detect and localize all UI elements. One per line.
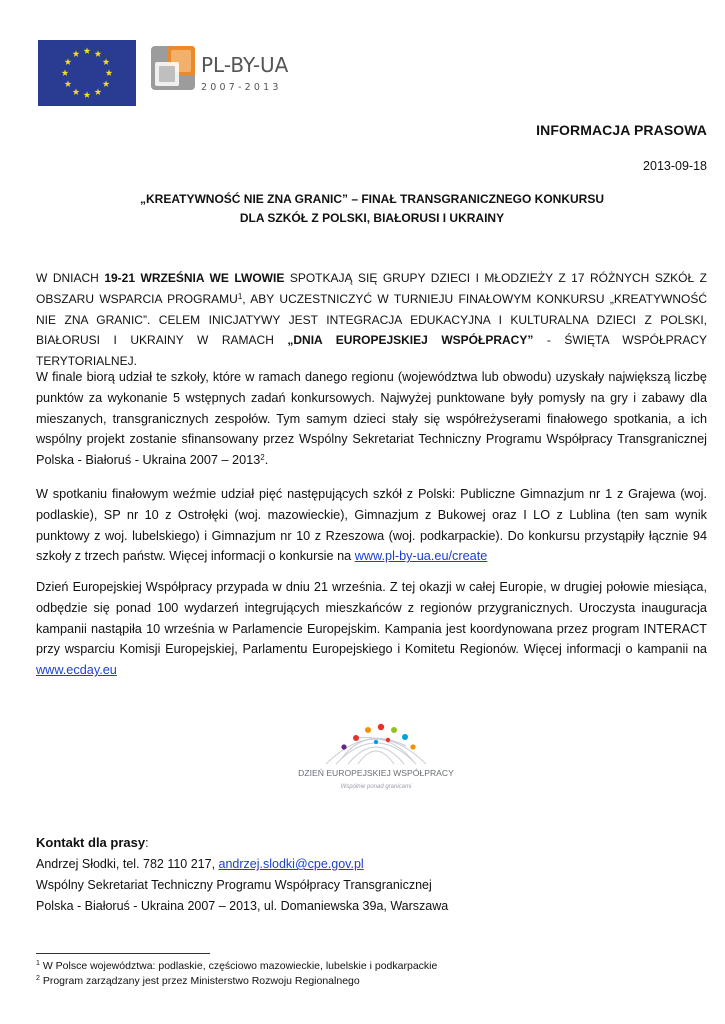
p1-text-d: , ABY UCZESTNICZYĆ W TURNIEJU FINAŁOWYM KONKURSU „KREATYWNOŚĆ NIE ZNA GRANIC”. CELEM INICJATYWY JEST INTEGRACJA EDUKACYJNA I KULTURALNA DZIECI Z POLSKI, BIAŁORUSI I UKRAINY W RAMACH [36, 291, 707, 348]
contact-organization: Wspólny Sekretariat Techniczny Programu Współpracy Transgranicznej [36, 878, 432, 892]
paragraph-intro [36, 268, 707, 372]
paragraph-schools [36, 484, 707, 567]
contact-address: Polska - Białoruś - Ukraina 2007 – 2013, ul. Domaniewska 39a, Warszawa [36, 899, 449, 913]
p1-bold-dates: 19-21 WRZEŚNIA WE LWOWIE [104, 271, 285, 285]
eu-flag-logo [38, 40, 136, 106]
footnote-1-text: W Polsce województwa: podlaskie, częściowo mazowieckie, lubelskie i podkarpackie [39, 960, 438, 972]
p1-bold-event: „DNIA EUROPEJSKIEJ WSPÓŁPRACY” [287, 333, 534, 348]
footnote-ref-1: 1 [237, 291, 243, 301]
headline-line-1: „KREATYWNOŚĆ NIE ZNA GRANIC” – FINAŁ TRANSGRANICZNEGO KONKURSU [140, 192, 604, 206]
contest-link[interactable]: www.pl-by-ua.eu/create [354, 549, 488, 564]
headline-line-2: DLA SZKÓŁ Z POLSKI, BIAŁORUSI I UKRAINY [239, 211, 505, 225]
european-cooperation-day-logo [296, 716, 456, 800]
press-contact [36, 832, 448, 917]
press-release-label: INFORMACJA PRASOWA [536, 122, 707, 138]
p2-text: W finale biorą udział te szkoły, które w ramach danego regionu (województwa lub obwodu) uzyskały największą liczbę punktów za wykonanie 5 wstępnych zadań konkursowych. Najwyżej punktowane były pomysły na gry i zabawy dla mieszanych, transgranicznych zespołów. Tym samym dzieci stały się współreżyserami finałowego spotkania, a ich wspólny projekt zostanie sfinansowany przez Wspólny Sekretariat Techniczny Programu Współpracy Transgranicznej Polska - Białoruś - Ukraina 2007 – 2013 [36, 370, 707, 468]
p4-text: Dzień Europejskiej Współpracy przypada w dniu 21 września. Z tej okazji w całej Europie, w drugiej połowie miesiąca, odbędzie się ponad 100 wydarzeń integrujących mieszkańców z regionów przygranicznych. Uroczysta inauguracja kampanii nastąpiła 10 września w Parlamencie Europejskim. Kampania jest koordynowana przez program INTERACT przy wsparciu Komisji Europejskiej, Parlamentu Europejskiego i Komitetu Regionów. Więcej informacji o kampanii na [36, 580, 707, 657]
footnote-1-number: 1 [36, 960, 40, 967]
footnote-ref-2: 2 [260, 453, 265, 463]
p1-text-f: - ŚWIĘTA WSPÓŁPRACY TERYTORIALNEJ. [36, 333, 707, 369]
headline [36, 190, 708, 228]
footnote-divider [36, 953, 210, 954]
contact-heading: Kontakt dla prasy [36, 835, 146, 850]
p1-text-c: SPOTKAJĄ SIĘ GRUPY DZIECI I MŁODZIEŻY Z 17 RÓŻNYCH SZKÓŁ Z OBSZARU WSPARCIA PROGRAMU [36, 271, 707, 306]
footnote-2-number: 2 [36, 975, 40, 982]
contact-email-link[interactable]: andrzej.slodki@cpe.gov.pl [218, 857, 364, 871]
paragraph-finale [36, 367, 707, 471]
contact-person: Andrzej Słodki, tel. 782 110 217, [36, 857, 219, 871]
ecday-link[interactable]: www.ecday.eu [36, 663, 117, 678]
ecday-subtitle: Wspólnie ponad granicami [340, 784, 412, 790]
p1-text-a: W DNIACH [36, 271, 105, 285]
release-date: 2013-09-18 [643, 159, 707, 173]
footnote-1 [36, 959, 437, 974]
ecday-title: DZIEŃ EUROPEJSKIEJ WSPÓŁPRACY [298, 768, 454, 778]
pl-by-ua-logo [151, 44, 311, 100]
p3-text: W spotkaniu finałowym weźmie udział pięć następujących szkół z Polski: Publiczne Gimnazjum nr 1 z Grajewa (woj. podlaskie), SP nr 10 z Ostrołęki (woj. mazowieckie), Gimnazjum z Bukowej oraz I LO z Lublina (ten sam wynik punktowy z woj. lubelskiego) i Gimnazjum nr 10 z Rzeszowa (woj. podkarpackie). Do konkursu przystąpiły łącznie 94 szkoły z trzech państw. Więcej informacji o konkursie na [36, 487, 707, 564]
logo-name: PL-BY-UA [201, 53, 289, 77]
footnotes [36, 959, 437, 989]
footnote-2 [36, 974, 437, 989]
p2-end: . [264, 453, 269, 468]
paragraph-ecday [36, 577, 707, 681]
footnote-2-text: Program zarządzany jest przez Ministerstwo Rozwoju Regionalnego [39, 975, 360, 987]
logo-years: 2007-2013 [201, 82, 282, 93]
contact-colon: : [145, 836, 149, 850]
